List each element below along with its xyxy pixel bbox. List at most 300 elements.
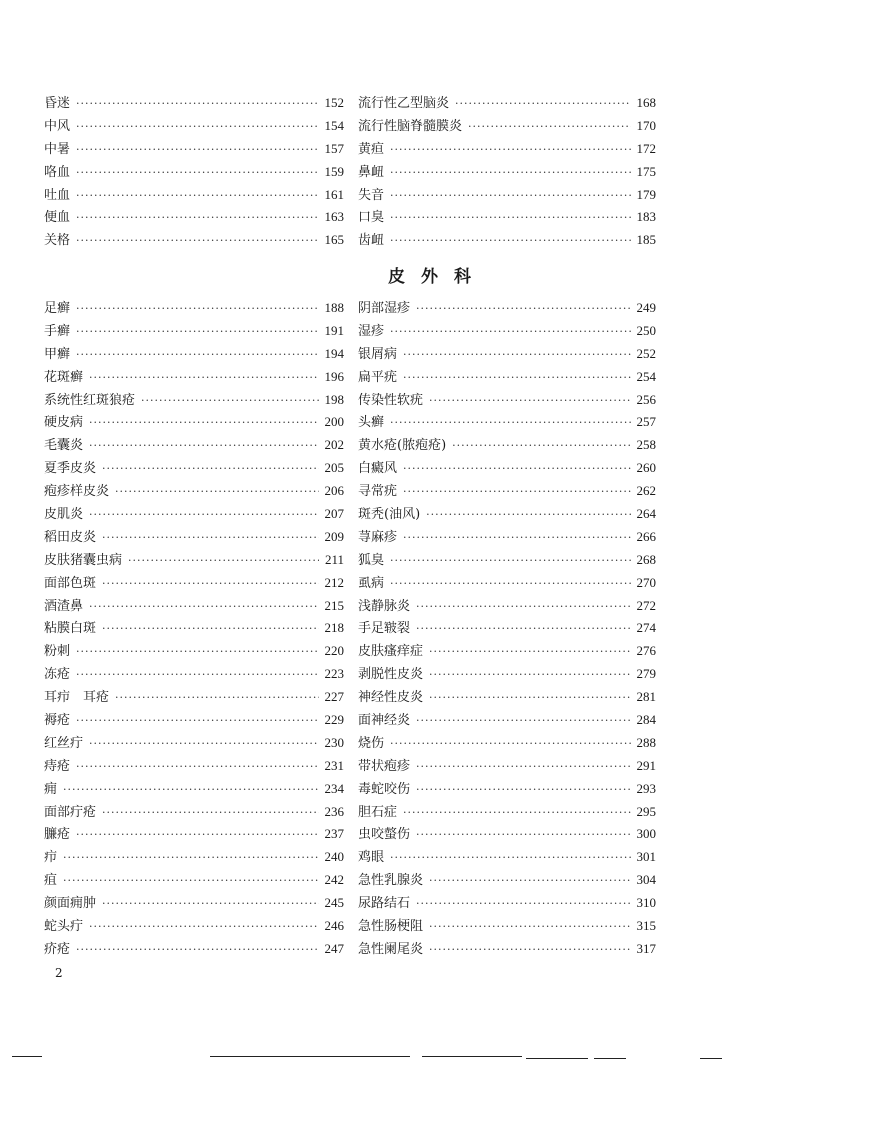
dot-leader bbox=[416, 600, 630, 613]
toc-entry-title: 寻常疣 bbox=[358, 484, 398, 500]
toc-entry-title: 扁平疣 bbox=[358, 369, 398, 385]
toc-entry bbox=[44, 823, 344, 846]
toc-entry-page: 161 bbox=[324, 186, 344, 202]
toc-entry-page: 245 bbox=[324, 895, 344, 911]
dot-leader bbox=[390, 325, 630, 338]
toc-entry-title: 痔疮 bbox=[44, 758, 71, 774]
toc-entry-title: 颜面痈肿 bbox=[44, 896, 97, 912]
dot-leader bbox=[390, 143, 630, 156]
toc-entry-title: 臁疮 bbox=[44, 827, 71, 843]
dot-leader bbox=[452, 439, 630, 452]
dot-leader bbox=[390, 234, 630, 247]
toc-entry bbox=[44, 457, 344, 480]
toc-entry bbox=[44, 411, 344, 434]
toc-entry-page: 220 bbox=[324, 643, 344, 659]
toc-entry-title: 黄疸 bbox=[358, 141, 385, 157]
toc-entry-title: 失音 bbox=[358, 187, 385, 203]
toc-entry bbox=[44, 732, 344, 755]
toc-entry-title: 痈 bbox=[44, 781, 58, 797]
toc-entry bbox=[358, 161, 656, 184]
toc-entry-title: 粘膜白斑 bbox=[44, 621, 97, 637]
toc-entry bbox=[44, 755, 344, 778]
toc-entry-title: 系统性红斑狼疮 bbox=[44, 392, 136, 408]
toc-entry bbox=[44, 915, 344, 938]
dot-leader bbox=[76, 325, 318, 338]
toc-entry-title: 鸡眼 bbox=[358, 850, 385, 866]
toc-entry bbox=[44, 389, 344, 412]
toc-entry bbox=[44, 801, 344, 824]
toc-entry bbox=[358, 411, 656, 434]
dot-leader bbox=[102, 897, 318, 910]
toc-entry-page: 198 bbox=[324, 391, 344, 407]
dot-leader bbox=[403, 485, 630, 498]
toc-entry bbox=[358, 823, 656, 846]
dot-leader bbox=[76, 234, 318, 247]
toc-entry bbox=[358, 846, 656, 869]
dot-leader bbox=[63, 783, 318, 796]
toc-entry bbox=[358, 549, 656, 572]
toc-entry-title: 皮肤瘙痒症 bbox=[358, 644, 424, 660]
toc-entry bbox=[44, 229, 344, 252]
toc-entry bbox=[358, 640, 656, 663]
toc-entry bbox=[358, 755, 656, 778]
dot-leader bbox=[63, 851, 318, 864]
toc-entry bbox=[358, 229, 656, 252]
toc-entry-title: 毛囊炎 bbox=[44, 438, 84, 454]
toc-entry bbox=[358, 732, 656, 755]
toc-entry-page: 196 bbox=[324, 368, 344, 384]
toc-entry bbox=[358, 801, 656, 824]
toc-entry-title: 酒渣鼻 bbox=[44, 598, 84, 614]
toc-entry-title: 毒蛇咬伤 bbox=[358, 781, 411, 797]
toc-entry bbox=[358, 686, 656, 709]
toc-entry-title: 湿疹 bbox=[358, 323, 385, 339]
dot-leader bbox=[115, 485, 318, 498]
toc-entry-title: 虱病 bbox=[358, 575, 385, 591]
toc-entry-title: 齿衄 bbox=[358, 233, 385, 249]
toc-entry-page: 317 bbox=[636, 940, 656, 956]
toc-entry-title: 斑秃(油风) bbox=[358, 507, 421, 523]
toc-entry bbox=[44, 503, 344, 526]
dot-leader bbox=[390, 554, 630, 567]
toc-entry-page: 229 bbox=[324, 712, 344, 728]
toc-entry-page: 310 bbox=[636, 895, 656, 911]
dot-leader bbox=[416, 783, 630, 796]
toc-entry-title: 面神经炎 bbox=[358, 713, 411, 729]
toc-entry bbox=[358, 892, 656, 915]
toc-entry-title: 烧伤 bbox=[358, 735, 385, 751]
dot-leader bbox=[426, 508, 630, 521]
toc-entry-page: 175 bbox=[636, 163, 656, 179]
toc-entry-page: 279 bbox=[636, 666, 656, 682]
dot-leader bbox=[390, 211, 630, 224]
toc-entry-page: 152 bbox=[324, 95, 344, 110]
dot-leader bbox=[403, 462, 630, 475]
dot-leader bbox=[76, 668, 318, 681]
scan-edge-line bbox=[594, 1058, 626, 1059]
dot-leader bbox=[403, 348, 630, 361]
toc-entry-page: 274 bbox=[636, 620, 656, 636]
toc-entry-title: 稻田皮炎 bbox=[44, 529, 97, 545]
toc-entry-page: 159 bbox=[324, 163, 344, 179]
dot-leader bbox=[429, 645, 630, 658]
toc-entry-title: 传染性软疣 bbox=[358, 392, 424, 408]
toc-entry bbox=[44, 846, 344, 869]
dot-leader bbox=[76, 760, 318, 773]
toc-entry bbox=[44, 366, 344, 389]
dot-leader bbox=[403, 806, 630, 819]
toc-entry-title: 流行性脑脊髓膜炎 bbox=[358, 118, 463, 134]
toc-entry bbox=[44, 640, 344, 663]
toc-entry-page: 236 bbox=[324, 803, 344, 819]
toc-entry-title: 狐臭 bbox=[358, 552, 385, 568]
toc-entry-page: 179 bbox=[636, 186, 656, 202]
toc-entry-title: 手足皲裂 bbox=[358, 621, 411, 637]
toc-entry bbox=[44, 138, 344, 161]
toc-entry bbox=[44, 617, 344, 640]
toc-entry-page: 223 bbox=[324, 666, 344, 682]
toc-entry-title: 咯血 bbox=[44, 164, 71, 180]
dot-leader bbox=[390, 416, 630, 429]
dot-leader bbox=[76, 645, 318, 658]
toc-entry bbox=[44, 595, 344, 618]
toc-entry-page: 242 bbox=[324, 872, 344, 888]
toc-entry-title: 银屑病 bbox=[358, 346, 398, 362]
dot-leader bbox=[455, 97, 630, 110]
dot-leader bbox=[403, 531, 630, 544]
toc-entry-page: 231 bbox=[324, 757, 344, 773]
toc-entry-title: 白癜风 bbox=[358, 461, 398, 477]
dot-leader bbox=[429, 668, 630, 681]
toc-entry bbox=[44, 115, 344, 138]
toc-entry bbox=[358, 434, 656, 457]
toc-entry-title: 关格 bbox=[44, 233, 71, 249]
toc-entry-page: 212 bbox=[324, 574, 344, 590]
toc-entry-page: 209 bbox=[324, 528, 344, 544]
toc-entry bbox=[44, 549, 344, 572]
toc-entry-page: 230 bbox=[324, 734, 344, 750]
dot-leader bbox=[89, 737, 318, 750]
scan-edge-line bbox=[210, 1056, 410, 1057]
dot-leader bbox=[416, 622, 630, 635]
dot-leader bbox=[102, 806, 318, 819]
toc-entry-title: 疽 bbox=[44, 873, 58, 889]
dot-leader bbox=[390, 577, 630, 590]
toc-entry bbox=[44, 892, 344, 915]
toc-entry-title: 甲癣 bbox=[44, 346, 71, 362]
dot-leader bbox=[141, 394, 318, 407]
toc-entry bbox=[358, 297, 656, 320]
toc-entry-page: 293 bbox=[636, 780, 656, 796]
toc-entry bbox=[358, 709, 656, 732]
dot-leader bbox=[89, 508, 318, 521]
toc-entry-title: 荨麻疹 bbox=[358, 529, 398, 545]
toc-entry bbox=[44, 297, 344, 320]
toc-entry-title: 阴部湿疹 bbox=[358, 301, 411, 316]
toc-entry-title: 鼻衄 bbox=[358, 164, 385, 180]
toc-entry bbox=[358, 526, 656, 549]
toc-entry bbox=[44, 938, 344, 961]
toc-entry bbox=[358, 938, 656, 961]
toc-entry-page: 157 bbox=[324, 140, 344, 156]
dot-leader bbox=[76, 189, 318, 202]
dot-leader bbox=[102, 531, 318, 544]
page-number: 2 bbox=[55, 966, 63, 980]
toc-entry-title: 手癣 bbox=[44, 323, 71, 339]
toc-entry-page: 183 bbox=[636, 209, 656, 225]
toc-entry bbox=[358, 869, 656, 892]
toc-entry bbox=[358, 115, 656, 138]
toc-entry-title: 虫咬螫伤 bbox=[358, 827, 411, 843]
toc-entry-title: 神经性皮炎 bbox=[358, 690, 424, 706]
dot-leader bbox=[76, 211, 318, 224]
toc-entry bbox=[358, 206, 656, 229]
toc-entry-title: 头癣 bbox=[358, 415, 385, 431]
toc-entry-title: 尿路结石 bbox=[358, 896, 411, 912]
toc-entry-page: 227 bbox=[324, 689, 344, 705]
toc-entry-page: 202 bbox=[324, 437, 344, 453]
toc-entry-title: 足癣 bbox=[44, 301, 71, 316]
toc-entry bbox=[358, 457, 656, 480]
section-heading: 皮外科 bbox=[388, 267, 487, 287]
toc-entry-title: 剥脱性皮炎 bbox=[358, 667, 424, 683]
toc-entry bbox=[44, 686, 344, 709]
toc-entry-page: 262 bbox=[636, 483, 656, 499]
dot-leader bbox=[76, 828, 318, 841]
dot-leader bbox=[390, 189, 630, 202]
scan-edge-line bbox=[526, 1058, 588, 1059]
dot-leader bbox=[429, 874, 630, 887]
toc-entry-page: 185 bbox=[636, 232, 656, 248]
toc-entry-title: 流行性乙型脑炎 bbox=[358, 96, 450, 111]
dot-leader bbox=[76, 943, 318, 956]
scan-edge-line bbox=[700, 1058, 722, 1059]
toc-entry bbox=[358, 389, 656, 412]
toc-entry-page: 270 bbox=[636, 574, 656, 590]
toc-entry-page: 247 bbox=[324, 940, 344, 956]
toc-entry-page: 163 bbox=[324, 209, 344, 225]
toc-entry-page: 207 bbox=[324, 506, 344, 522]
dot-leader bbox=[390, 166, 630, 179]
toc-entry bbox=[44, 663, 344, 686]
toc-entry bbox=[44, 161, 344, 184]
toc-entry-page: 291 bbox=[636, 757, 656, 773]
toc-entry-title: 便血 bbox=[44, 210, 71, 226]
toc-entry-title: 硬皮病 bbox=[44, 415, 84, 431]
dot-leader bbox=[416, 828, 630, 841]
toc-entry-page: 288 bbox=[636, 734, 656, 750]
dot-leader bbox=[416, 897, 630, 910]
toc-entry-page: 218 bbox=[324, 620, 344, 636]
dot-leader bbox=[89, 439, 318, 452]
dot-leader bbox=[416, 714, 630, 727]
toc-entry-title: 耳疖 耳疮 bbox=[44, 690, 110, 706]
toc-entry-title: 皮肌炎 bbox=[44, 507, 84, 523]
toc-entry-page: 304 bbox=[636, 872, 656, 888]
toc-entry-title: 冻疮 bbox=[44, 667, 71, 683]
toc-section-left-column bbox=[44, 297, 344, 961]
dot-leader bbox=[76, 302, 318, 315]
toc-entry-page: 260 bbox=[636, 460, 656, 476]
toc-entry bbox=[358, 572, 656, 595]
toc-entry bbox=[358, 503, 656, 526]
toc-entry bbox=[358, 663, 656, 686]
toc-entry bbox=[44, 572, 344, 595]
toc-entry-title: 黄水疮(脓疱疮) bbox=[358, 438, 447, 454]
toc-entry-page: 315 bbox=[636, 918, 656, 934]
dot-leader bbox=[89, 371, 318, 384]
toc-entry-page: 257 bbox=[636, 414, 656, 430]
toc-entry-page: 295 bbox=[636, 803, 656, 819]
toc-section-right-column bbox=[358, 297, 656, 961]
dot-leader bbox=[390, 851, 630, 864]
toc-entry-page: 211 bbox=[324, 551, 344, 567]
dot-leader bbox=[89, 600, 318, 613]
toc-entry-page: 264 bbox=[636, 506, 656, 522]
toc-entry-title: 面部色斑 bbox=[44, 575, 97, 591]
dot-leader bbox=[76, 714, 318, 727]
toc-entry-page: 191 bbox=[324, 322, 344, 338]
toc-entry-title: 急性肠梗阻 bbox=[358, 919, 424, 935]
toc-entry bbox=[358, 343, 656, 366]
scan-edge-line bbox=[422, 1056, 522, 1057]
dot-leader bbox=[416, 302, 630, 315]
toc-entry-page: 154 bbox=[324, 117, 344, 133]
toc-top-right-column bbox=[358, 92, 656, 252]
dot-leader bbox=[76, 166, 318, 179]
toc-entry-page: 200 bbox=[324, 414, 344, 430]
toc-entry bbox=[358, 92, 656, 115]
dot-leader bbox=[429, 920, 630, 933]
dot-leader bbox=[416, 760, 630, 773]
toc-entry bbox=[358, 366, 656, 389]
toc-entry bbox=[358, 778, 656, 801]
toc-entry bbox=[358, 320, 656, 343]
toc-entry-page: 234 bbox=[324, 780, 344, 796]
toc-entry bbox=[44, 709, 344, 732]
dot-leader bbox=[89, 920, 318, 933]
toc-entry bbox=[44, 434, 344, 457]
dot-leader bbox=[89, 416, 318, 429]
toc-entry-page: 252 bbox=[636, 345, 656, 361]
dot-leader bbox=[128, 554, 319, 567]
toc-entry-page: 256 bbox=[636, 391, 656, 407]
dot-leader bbox=[76, 97, 318, 110]
dot-leader bbox=[76, 120, 318, 133]
toc-entry-title: 胆石症 bbox=[358, 804, 398, 820]
toc-entry-title: 褥疮 bbox=[44, 713, 71, 729]
dot-leader bbox=[468, 120, 630, 133]
toc-entry-page: 301 bbox=[636, 849, 656, 865]
toc-entry-page: 276 bbox=[636, 643, 656, 659]
toc-entry-title: 蛇头疔 bbox=[44, 919, 84, 935]
dot-leader bbox=[429, 943, 630, 956]
toc-entry bbox=[44, 869, 344, 892]
toc-entry-page: 170 bbox=[636, 117, 656, 133]
toc-entry bbox=[44, 206, 344, 229]
toc-entry-page: 165 bbox=[324, 232, 344, 248]
toc-entry-page: 168 bbox=[636, 95, 656, 110]
toc-entry bbox=[358, 138, 656, 161]
toc-entry-page: 237 bbox=[324, 826, 344, 842]
dot-leader bbox=[102, 622, 318, 635]
toc-entry-page: 281 bbox=[636, 689, 656, 705]
toc-entry bbox=[44, 320, 344, 343]
toc-entry-page: 266 bbox=[636, 528, 656, 544]
toc-entry-title: 中暑 bbox=[44, 141, 71, 157]
toc-entry-page: 246 bbox=[324, 918, 344, 934]
toc-entry bbox=[358, 915, 656, 938]
toc-entry bbox=[358, 595, 656, 618]
toc-entry-title: 红丝疔 bbox=[44, 735, 84, 751]
toc-entry-page: 250 bbox=[636, 322, 656, 338]
toc-entry bbox=[358, 480, 656, 503]
toc-entry-title: 带状疱疹 bbox=[358, 758, 411, 774]
toc-entry-page: 206 bbox=[324, 483, 344, 499]
toc-entry-title: 夏季皮炎 bbox=[44, 461, 97, 477]
toc-entry-title: 粉刺 bbox=[44, 644, 71, 660]
toc-entry bbox=[44, 184, 344, 207]
toc-entry-title: 浅静脉炎 bbox=[358, 598, 411, 614]
toc-entry-page: 268 bbox=[636, 551, 656, 567]
toc-entry-page: 172 bbox=[636, 140, 656, 156]
toc-entry-page: 194 bbox=[324, 345, 344, 361]
toc-entry-page: 205 bbox=[324, 460, 344, 476]
toc-entry bbox=[44, 778, 344, 801]
toc-entry-page: 272 bbox=[636, 597, 656, 613]
toc-entry-page: 215 bbox=[324, 597, 344, 613]
toc-entry-title: 口臭 bbox=[358, 210, 385, 226]
toc-entry-page: 300 bbox=[636, 826, 656, 842]
dot-leader bbox=[76, 143, 318, 156]
toc-entry bbox=[44, 526, 344, 549]
dot-leader bbox=[403, 371, 630, 384]
toc-entry bbox=[358, 617, 656, 640]
toc-entry-title: 疥疮 bbox=[44, 941, 71, 957]
dot-leader bbox=[76, 348, 318, 361]
toc-entry-page: 284 bbox=[636, 712, 656, 728]
dot-leader bbox=[102, 462, 318, 475]
dot-leader bbox=[102, 577, 318, 590]
toc-entry-title: 昏迷 bbox=[44, 96, 71, 111]
toc-top-left-column bbox=[44, 92, 344, 252]
toc-entry-title: 花斑癣 bbox=[44, 369, 84, 385]
toc-entry-title: 面部疔疮 bbox=[44, 804, 97, 820]
toc-entry bbox=[44, 480, 344, 503]
toc-entry-title: 急性乳腺炎 bbox=[358, 873, 424, 889]
toc-entry-page: 249 bbox=[636, 300, 656, 315]
dot-leader bbox=[429, 691, 630, 704]
toc-entry bbox=[44, 92, 344, 115]
toc-entry bbox=[44, 343, 344, 366]
dot-leader bbox=[390, 737, 630, 750]
toc-entry-title: 疱疹样皮炎 bbox=[44, 484, 110, 500]
dot-leader bbox=[115, 691, 318, 704]
toc-entry bbox=[358, 184, 656, 207]
dot-leader bbox=[63, 874, 318, 887]
toc-entry-title: 吐血 bbox=[44, 187, 71, 203]
toc-entry-title: 急性阑尾炎 bbox=[358, 941, 424, 957]
toc-entry-title: 皮肤猪囊虫病 bbox=[44, 552, 123, 568]
toc-entry-page: 254 bbox=[636, 368, 656, 384]
toc-entry-title: 中风 bbox=[44, 118, 71, 134]
scan-edge-line bbox=[12, 1056, 42, 1057]
toc-entry-page: 188 bbox=[324, 300, 344, 315]
toc-entry-title: 疖 bbox=[44, 850, 58, 866]
toc-entry-page: 240 bbox=[324, 849, 344, 865]
dot-leader bbox=[429, 394, 630, 407]
toc-entry-page: 258 bbox=[636, 437, 656, 453]
